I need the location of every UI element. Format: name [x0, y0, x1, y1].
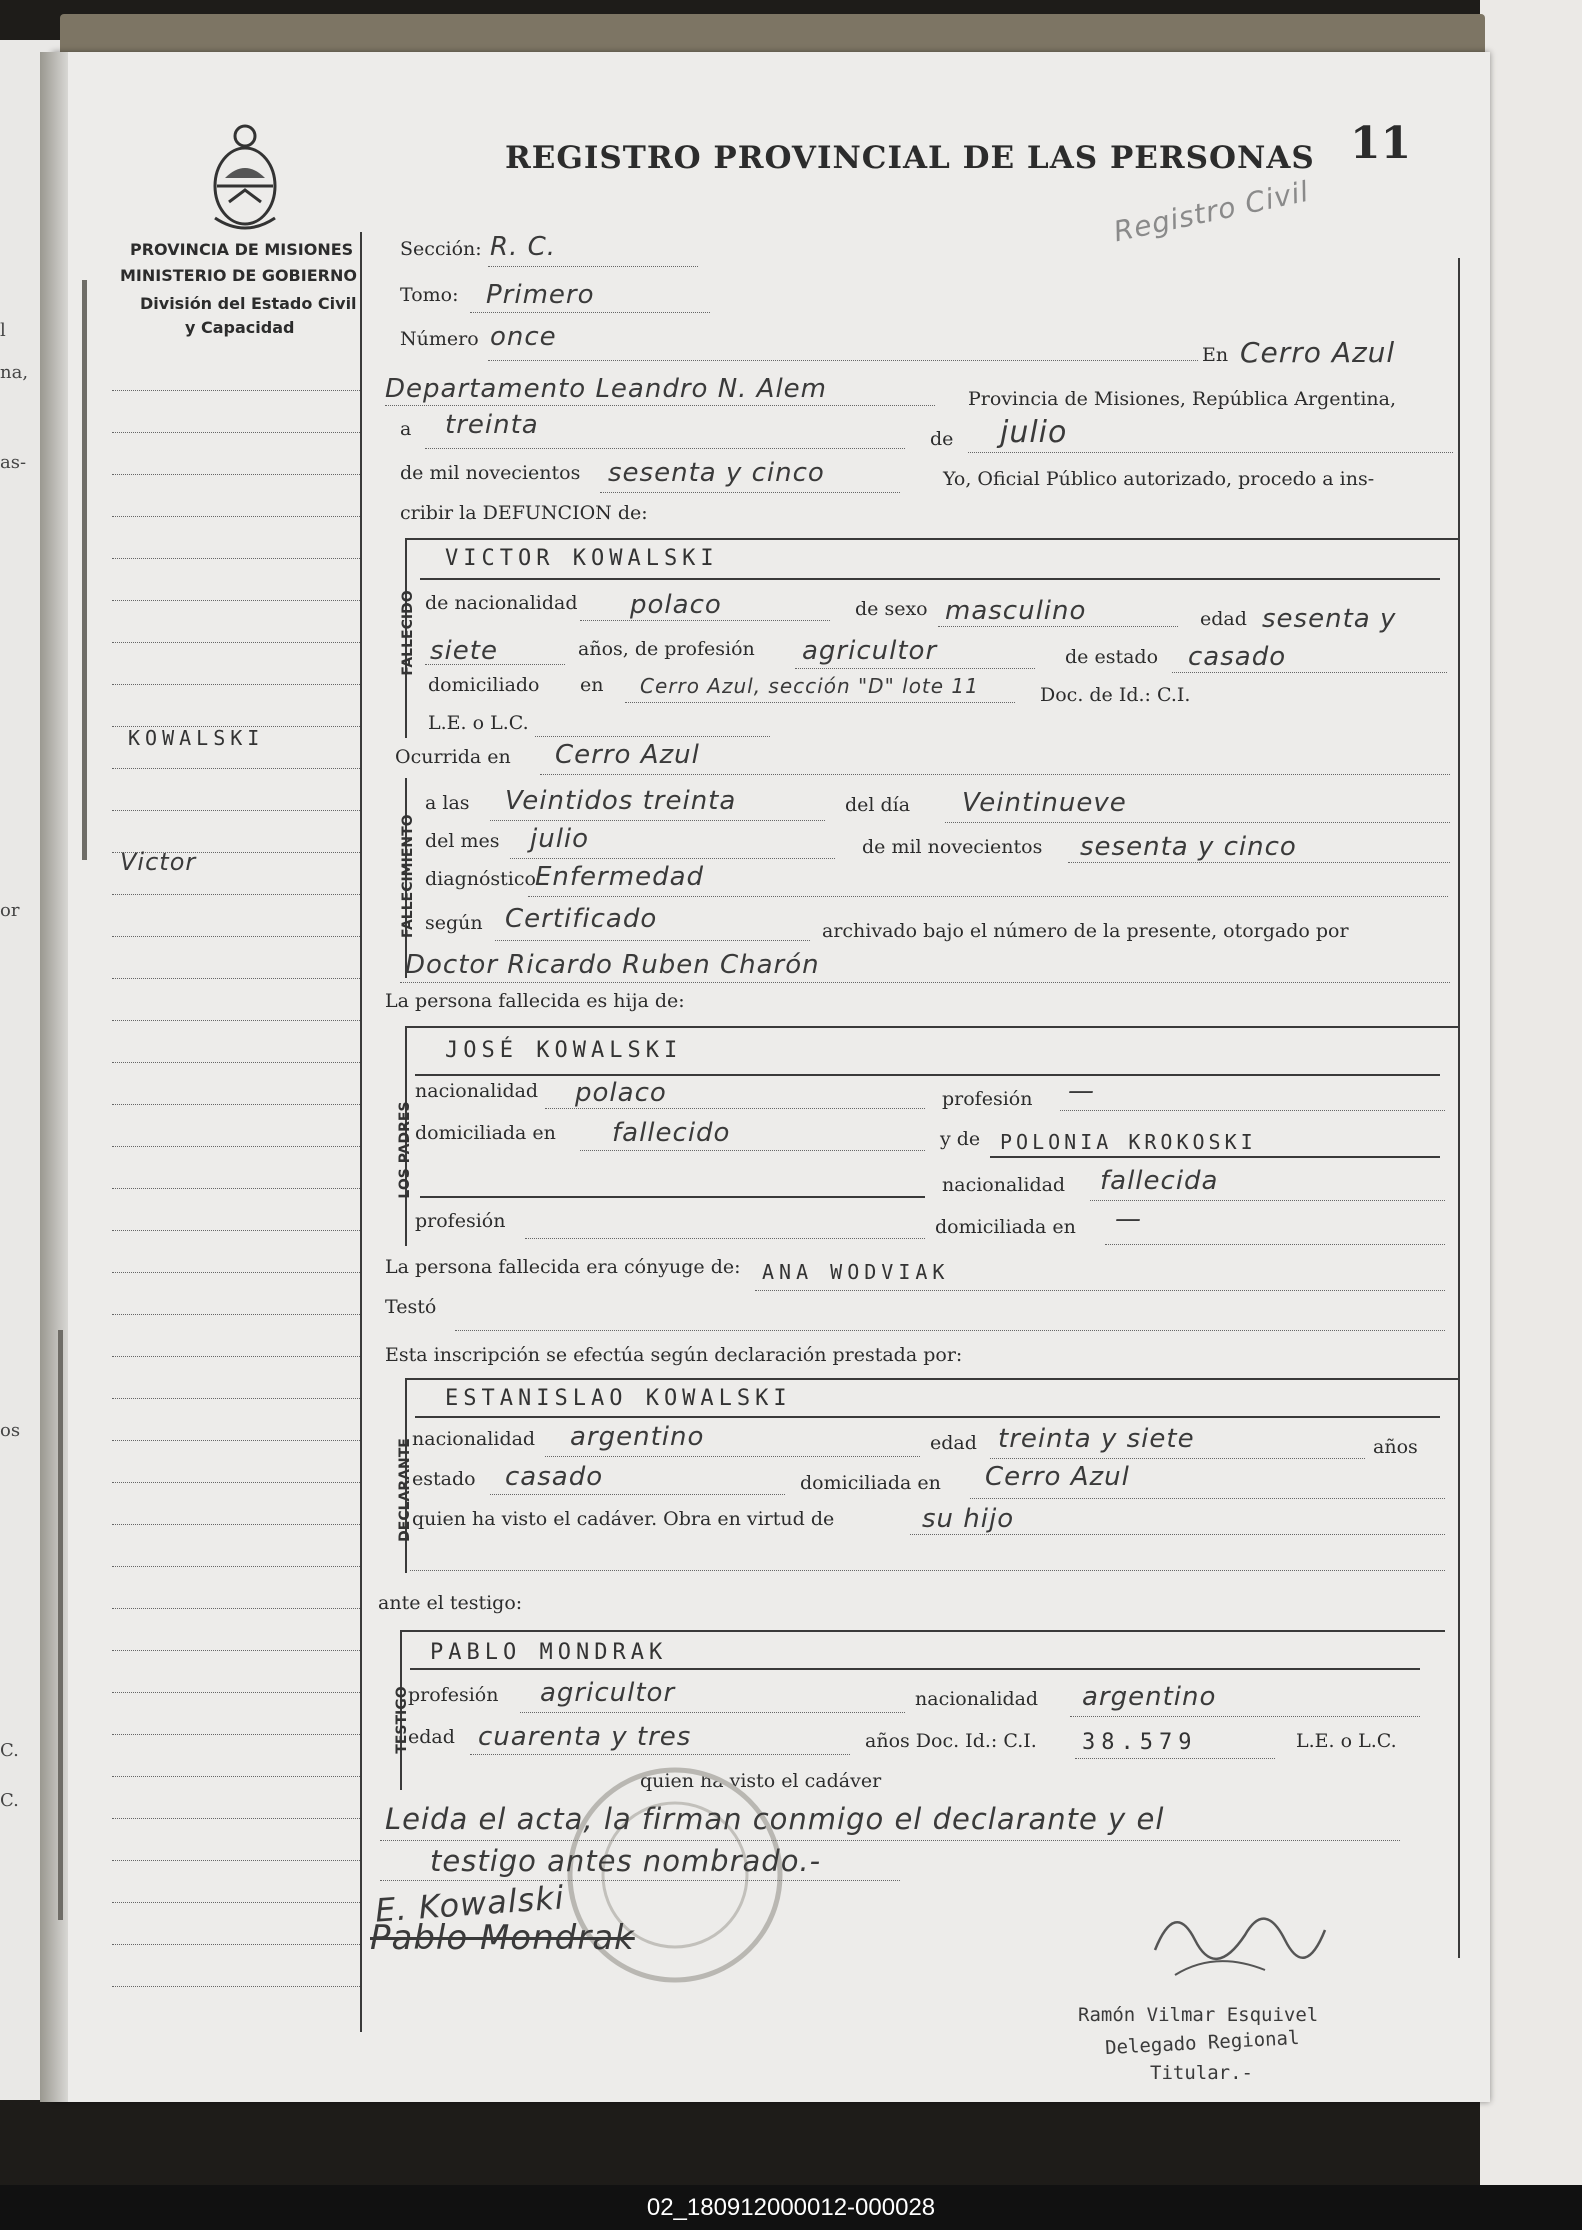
sidebar-rule — [112, 600, 362, 601]
field-rule — [490, 820, 825, 821]
sidebar-rule — [112, 1566, 362, 1567]
binding-strip — [58, 1330, 63, 1920]
field-rule — [385, 405, 935, 406]
field-rule — [488, 266, 698, 267]
domicilio-label: domiciliado — [428, 674, 540, 696]
padre-profesion: — — [1068, 1076, 1095, 1106]
field-rule — [1090, 1200, 1445, 1201]
conyuge-label: La persona fallecida era cónyuge de: — [385, 1256, 741, 1278]
section-rule — [405, 538, 1458, 540]
field-rule — [520, 1712, 905, 1713]
testigo-edad: cuarenta y tres — [478, 1722, 692, 1752]
estado-label: de estado — [1065, 646, 1159, 668]
field-rule — [415, 1416, 1440, 1418]
padres-nacionalidad2-label: nacionalidad — [942, 1174, 1066, 1196]
declarante-name: ESTANISLAO KOWALSKI — [445, 1386, 792, 1411]
declarante-estado-label: estado — [412, 1468, 476, 1490]
declarante-nacionalidad: argentino — [570, 1422, 705, 1452]
left-page-fragment: os — [0, 1420, 21, 1441]
numero-value: once — [490, 322, 557, 352]
padres-profesion-label: profesión — [942, 1088, 1033, 1110]
del-dia-label: del día — [845, 794, 911, 816]
testigo-anios-label: años Doc. Id.: C.I. — [865, 1730, 1037, 1752]
padres-nacionalidad-label: nacionalidad — [415, 1080, 539, 1102]
field-rule — [400, 982, 1450, 983]
signature-testigo: Pablo Mondrak — [370, 1918, 635, 1958]
madre-nacionalidad: fallecida — [1100, 1166, 1219, 1196]
diagnostico-label: diagnóstico — [425, 868, 536, 890]
fallecido-name: VICTOR KOWALSKI — [445, 546, 719, 571]
tomo-label: Tomo: — [400, 284, 459, 306]
sidebar-rule — [112, 1062, 362, 1063]
segun-label: según — [425, 912, 483, 934]
left-page-fragment: na, — [0, 362, 29, 383]
padre-domicilio: fallecido — [612, 1118, 731, 1148]
page-gutter — [40, 52, 68, 2102]
field-rule — [910, 1534, 1445, 1535]
field-rule — [625, 702, 1015, 703]
mes-value: julio — [1000, 415, 1068, 450]
domicilio-value: Cerro Azul, sección "D" lote 11 — [640, 674, 979, 698]
sidebar-rule — [112, 1146, 362, 1147]
profesion-value: agricultor — [802, 636, 938, 666]
sidebar-rule — [112, 1608, 362, 1609]
field-rule — [970, 1498, 1445, 1499]
left-page-fragment: l — [0, 320, 6, 341]
field-rule — [938, 626, 1178, 627]
testigo-edad-label: edad — [408, 1726, 455, 1748]
official-signature-icon — [1095, 1880, 1345, 2000]
section-rule — [405, 1026, 1458, 1028]
testigo-ci: 38.579 — [1082, 1730, 1198, 1755]
field-rule — [1060, 1110, 1445, 1111]
closing-text-1: Leida el acta, la firman conmigo el declarante y el — [385, 1802, 1165, 1836]
sidebar-rule — [112, 1020, 362, 1021]
testigo-nacionalidad-label: nacionalidad — [915, 1688, 1039, 1710]
field-rule — [540, 774, 1450, 775]
field-rule — [545, 1108, 925, 1109]
ocurrida-label: Ocurrida en — [395, 746, 511, 768]
sidebar-rule — [112, 516, 362, 517]
left-page-fragment: C. — [0, 1790, 19, 1811]
sidebar-rule — [112, 1524, 362, 1525]
sidebar-rule — [112, 684, 362, 685]
sidebar-rule — [112, 1860, 362, 1861]
sidebar-rule — [112, 1692, 362, 1693]
field-rule — [1070, 1716, 1420, 1717]
sidebar-rule — [112, 1314, 362, 1315]
page-title: REGISTRO PROVINCIAL DE LAS PERSONAS — [505, 140, 1315, 176]
field-rule — [945, 822, 1450, 823]
testigo-profesion-label: profesión — [408, 1684, 499, 1706]
field-rule — [1075, 1758, 1275, 1759]
anio-value-2: sesenta y cinco — [1080, 832, 1297, 862]
field-rule — [1068, 862, 1450, 863]
declarante-anios-label: años — [1373, 1436, 1418, 1458]
oficial-text: Yo, Oficial Público autorizado, procedo a ins- — [943, 468, 1375, 490]
sidebar-rule — [112, 1482, 362, 1483]
field-rule — [968, 452, 1453, 453]
y-de-label: y de — [940, 1128, 981, 1150]
declarante-intro: Esta inscripción se efectúa según declaración prestada por: — [385, 1344, 963, 1366]
declarante-edad: treinta y siete — [998, 1424, 1195, 1454]
declarante-side-label: DECLARANTE — [397, 1438, 413, 1542]
page-number: 11 — [1350, 118, 1412, 169]
sidebar-rule — [112, 432, 362, 433]
field-rule — [580, 1150, 925, 1151]
background-desk — [1480, 0, 1582, 2185]
archivado-text: archivado bajo el número de la presente, otorgado por — [822, 920, 1349, 942]
field-rule — [425, 664, 565, 665]
left-page-fragment: C. — [0, 1740, 19, 1761]
en-label: en — [580, 674, 604, 696]
de-label: de — [930, 428, 954, 450]
field-rule — [415, 1074, 1440, 1076]
tomo-value: Primero — [486, 280, 595, 310]
padre-nacionalidad: polaco — [575, 1078, 667, 1108]
stamp-signature: Registro Civil — [1110, 174, 1313, 249]
edad-value-2: siete — [430, 636, 498, 666]
sidebar-rule — [112, 894, 362, 895]
frame-line — [360, 232, 362, 2032]
doc-label: Doc. de Id.: C.I. — [1040, 684, 1191, 706]
inscribir-text: cribir la DEFUNCION de: — [400, 502, 648, 524]
testigo-quien-text: quien ha visto el cadáver — [640, 1770, 882, 1792]
testigo-le-label: L.E. o L.C. — [1296, 1730, 1397, 1752]
sexo-label: de sexo — [855, 598, 928, 620]
frame-line — [1458, 258, 1460, 1958]
a-label: a — [400, 418, 412, 440]
sidebar-rule — [112, 1734, 362, 1735]
sidebar-rule — [112, 1188, 362, 1189]
sidebar-rule — [112, 642, 362, 643]
sidebar-surname: KOWALSKI — [128, 726, 265, 750]
estado-value: casado — [1188, 642, 1287, 672]
sidebar-rule — [112, 768, 362, 769]
sidebar-rule — [112, 810, 362, 811]
section-rule — [400, 1630, 1445, 1632]
image-id-footer: 02_180912000012-000028 — [0, 2185, 1582, 2230]
field-rule — [990, 1458, 1365, 1459]
field-rule — [410, 1668, 1420, 1670]
testigo-nacionalidad: argentino — [1082, 1682, 1217, 1712]
sidebar-rule — [112, 1440, 362, 1441]
departamento-value: Departamento Leandro N. Alem — [385, 374, 828, 404]
declarante-edad-label: edad — [930, 1432, 977, 1454]
field-rule — [455, 1330, 1445, 1331]
left-page-fragment: or — [0, 900, 20, 921]
nacionalidad-label: de nacionalidad — [425, 592, 578, 614]
field-rule — [600, 492, 900, 493]
field-rule — [1105, 1244, 1445, 1245]
field-rule — [795, 668, 1035, 669]
field-rule — [380, 1880, 900, 1881]
mil-label-2: de mil novecientos — [862, 836, 1043, 858]
testigo-name: PABLO MONDRAK — [430, 1640, 668, 1665]
hija-text: La persona fallecida es hija de: — [385, 990, 685, 1012]
mil-label: de mil novecientos — [400, 462, 581, 484]
field-rule — [535, 736, 770, 737]
sidebar-rule — [112, 1356, 362, 1357]
en-value: Cerro Azul — [1240, 336, 1396, 369]
sidebar-rule — [112, 1650, 362, 1651]
sidebar-rule — [112, 1944, 362, 1945]
sidebar-rule — [112, 1272, 362, 1273]
field-rule — [755, 1290, 1445, 1291]
declarante-quien-text: quien ha visto el cadáver. Obra en virtud de — [412, 1508, 835, 1530]
testo-label: Testó — [385, 1296, 437, 1318]
sidebar-line: MINISTERIO DE GOBIERNO — [120, 266, 357, 285]
testigo-ante-label: ante el testigo: — [378, 1592, 523, 1614]
official-title: Delegado Regional — [1104, 2026, 1300, 2060]
sidebar-rule — [112, 558, 362, 559]
madre-name: POLONIA KROKOSKI — [1000, 1130, 1257, 1154]
ocurrida-value: Cerro Azul — [555, 740, 700, 770]
sidebar-line: División del Estado Civil — [140, 294, 357, 313]
conyuge-name: ANA WODVIAK — [762, 1260, 950, 1284]
field-rule — [380, 1840, 1400, 1841]
edad-label: edad — [1200, 608, 1247, 630]
sidebar-rule — [112, 474, 362, 475]
anio-value: sesenta y cinco — [608, 458, 825, 488]
sidebar-rule — [112, 1776, 362, 1777]
binding-strip — [82, 280, 87, 860]
field-rule — [495, 940, 810, 941]
padres-side-label: LOS PADRES — [397, 1101, 413, 1199]
edad-value: sesenta y — [1262, 604, 1397, 634]
provincia-text: Provincia de Misiones, República Argentina, — [968, 388, 1397, 410]
section-rule — [405, 1378, 1458, 1380]
field-rule — [410, 1570, 1445, 1571]
hora-value: Veintidos treinta — [505, 786, 737, 816]
declarante-estado: casado — [505, 1462, 604, 1492]
seccion-value: R. C. — [490, 232, 557, 262]
padres-profesion2-label: profesión — [415, 1210, 506, 1232]
le-label: L.E. o L.C. — [428, 712, 529, 734]
nacionalidad-value: polaco — [630, 590, 722, 620]
sidebar-rule — [112, 936, 362, 937]
sidebar-rule — [112, 1902, 362, 1903]
sidebar-given-name: Victor — [120, 848, 197, 876]
diagnostico-value: Enfermedad — [535, 862, 705, 892]
field-rule — [490, 1494, 785, 1495]
sidebar-rule — [112, 1230, 362, 1231]
padre-name: JOSÉ KOWALSKI — [445, 1038, 683, 1063]
field-rule — [580, 620, 830, 621]
a-las-label: a las — [425, 792, 470, 814]
fallecimiento-side-label: FALLECIMIENTO — [400, 814, 416, 938]
madre-domicilio: — — [1115, 1204, 1142, 1234]
declarante-nacionalidad-label: nacionalidad — [412, 1428, 536, 1450]
sidebar-line: y Capacidad — [185, 318, 295, 337]
sidebar-rule — [112, 1818, 362, 1819]
sidebar-rule — [112, 390, 362, 391]
field-rule — [525, 1238, 925, 1239]
declarante-domicilio-label: domiciliada en — [800, 1472, 941, 1494]
official-title-2: Titular.- — [1150, 2062, 1253, 2084]
field-rule — [425, 448, 905, 449]
field-rule — [990, 1156, 1440, 1158]
fallecido-side-label: FALLECIDO — [400, 590, 416, 676]
del-mes-label: del mes — [425, 830, 500, 852]
sidebar-rule — [112, 1986, 362, 1987]
sidebar-rule — [112, 978, 362, 979]
field-rule — [1172, 672, 1447, 673]
doctor-value: Doctor Ricardo Ruben Charón — [405, 950, 820, 980]
sidebar-rule — [112, 1104, 362, 1105]
declarante-domicilio: Cerro Azul — [985, 1462, 1130, 1492]
mes-value-2: julio — [530, 824, 590, 854]
official-name: Ramón Vilmar Esquivel — [1078, 2004, 1319, 2026]
dia-value: Veintinueve — [962, 788, 1127, 818]
testigo-side-label: TESTIGO — [394, 1686, 410, 1754]
field-rule — [510, 858, 835, 859]
sidebar-rule — [112, 1398, 362, 1399]
left-page-fragment: as- — [0, 452, 27, 473]
closing-text-2: testigo antes nombrado.- — [430, 1844, 822, 1878]
field-rule — [545, 1456, 920, 1457]
a-dia-value: treinta — [445, 410, 539, 440]
anios-label: años, de profesión — [578, 638, 755, 660]
testigo-profesion: agricultor — [540, 1678, 676, 1708]
signature-declarante: E. Kowalski — [373, 1878, 566, 1930]
field-rule — [470, 312, 710, 313]
field-rule — [488, 360, 1198, 361]
field-rule — [420, 578, 1440, 580]
declarante-virtud: su hijo — [922, 1504, 1015, 1534]
sidebar-line: PROVINCIA DE MISIONES — [130, 240, 354, 259]
padres-domicilio-label: domiciliada en — [415, 1122, 556, 1144]
padres-domicilio2-label: domiciliada en — [935, 1216, 1076, 1238]
field-rule — [528, 896, 1448, 897]
sexo-value: masculino — [945, 596, 1087, 626]
seccion-label: Sección: — [400, 238, 482, 260]
numero-label: Número — [400, 328, 479, 350]
field-rule — [420, 1196, 925, 1198]
en-label: En — [1202, 344, 1229, 366]
coat-of-arms-icon — [205, 118, 285, 236]
segun-value: Certificado — [505, 904, 658, 934]
